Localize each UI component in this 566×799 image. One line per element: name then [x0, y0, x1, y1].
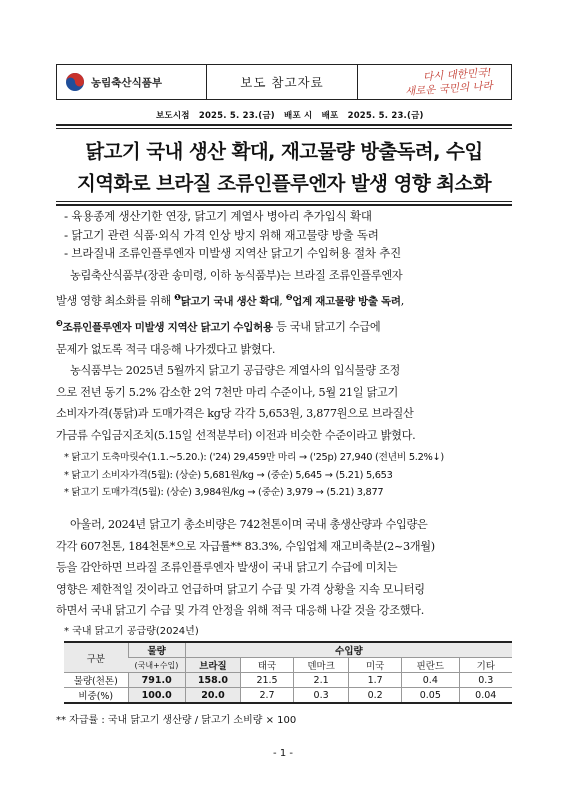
cell-value: 0.04	[459, 688, 512, 704]
paragraph-line: 문제가 없도록 적극 대응해 나가겠다고 밝혔다.	[56, 342, 276, 356]
note-item: * 닭고기 도축마릿수(1.1.~5.20.): ('24) 29,459만 마리 → ('25p) 27,940 (전년비 5.2%↓)	[64, 452, 444, 463]
table-row	[64, 673, 512, 688]
emphasis-3: 조류인플루엔자 미발생 지역산 닭고기 수입허용	[62, 321, 273, 334]
marker-3: ❸	[56, 318, 63, 328]
cell-value: 0.3	[294, 688, 349, 704]
table-row	[64, 688, 512, 704]
text-span: 발생 영향 최소화를 위해	[56, 294, 175, 308]
subtitle-item: - 닭고기 관련 식품·외식 가격 인상 방지 위해 재고물량 방출 독려	[64, 227, 379, 242]
row-label: 물량(천톤)	[64, 673, 128, 688]
subtitle-list	[64, 207, 514, 263]
ministry-name: 농림축산식품부	[91, 76, 163, 89]
cell-value: 0.2	[349, 688, 402, 704]
slogan	[358, 65, 511, 99]
release-after: 배포 시	[284, 111, 313, 121]
table-caption: * 국내 닭고기 공급량(2024년)	[64, 626, 199, 637]
paragraph-3	[56, 514, 514, 622]
paragraph-line: 아울러, 2024년 닭고기 총소비량은 742천톤이며 국내 총생산량과 수입량은	[70, 518, 428, 531]
cell-value: 0.4	[402, 673, 459, 688]
paragraph-line: 으로 전년 동기 5.2% 감소한 2억 7천만 마리 수준이나, 5월 21일 닭고기	[56, 385, 399, 399]
header-country: 미국	[349, 658, 402, 673]
header-supply: 물량	[128, 642, 185, 658]
header-import: 수입량	[185, 642, 512, 658]
header-country: 핀란드	[402, 658, 459, 673]
separator: ,	[279, 294, 286, 308]
paragraph-line	[56, 287, 514, 313]
paragraph-line: 각각 607천톤, 184천톤*으로 자급률** 83.3%, 수입업체 재고비축분(2~3개월)	[56, 539, 435, 553]
page-title-line-1: 닭고기 국내 생산 확대, 재고물량 방출독려, 수입	[85, 140, 483, 163]
header-category: 구분	[64, 642, 128, 673]
paragraph-line: 영향은 제한적일 것이라고 언급하며 닭고기 수급 및 가격 상황을 지속 모니터링	[56, 582, 425, 596]
paragraph-line: 농식품부는 2025년 5월까지 닭고기 공급량은 계열사의 입식물량 조정	[70, 364, 401, 377]
supply-table	[64, 641, 512, 704]
paragraph-line: 하면서 국내 닭고기 수급 및 가격 안정을 위해 적극 대응해 나갈 것을 강조했다.	[56, 604, 425, 617]
subtitle-item: - 브라질내 조류인플루엔자 미발생 지역산 닭고기 수입허용 절차 추진	[64, 246, 402, 260]
header-brazil: 브라질	[185, 658, 240, 673]
header-box	[56, 64, 512, 100]
paragraph-line	[56, 313, 514, 339]
release-label-2: 배포	[321, 111, 339, 121]
release-timing	[156, 109, 516, 121]
cell-value: 21.5	[241, 673, 294, 688]
marker-1: ❶	[174, 292, 181, 302]
paragraph-1	[56, 265, 514, 360]
emphasis-2: 업계 재고물량 방출 독려	[292, 295, 401, 308]
page-title-line-2: 지역화로 브라질 조류인플루엔자 발생 영향 최소화	[77, 172, 491, 195]
text-span: 등 국내 닭고기 수급에	[272, 320, 381, 334]
paragraph-line: 농림축산식품부(장관 송미령, 이하 농식품부)는 브라질 조류인플루엔자	[70, 269, 403, 282]
paragraph-2	[56, 360, 514, 446]
marker-2: ❷	[285, 292, 293, 302]
cell-value: 2.1	[294, 673, 349, 688]
note-item: * 닭고기 도매가격(5월): (상순) 3,984원/kg → (중순) 3,979 → (5.21) 3,877	[64, 487, 384, 499]
cell-value: 0.05	[402, 688, 459, 704]
ministry-logo	[57, 65, 207, 99]
page-number: - 1 -	[273, 748, 293, 759]
cell-value: 0.3	[459, 673, 512, 688]
doc-type-label: 보도 참고자료	[207, 65, 358, 99]
emphasis-1: 닭고기 국내 생산 확대	[180, 295, 280, 308]
header-supply-sub: (국내+수입)	[128, 658, 185, 673]
note-item: * 닭고기 소비자가격(5월): (상순) 5,681원/kg → (중순) 5,645 → (5.21) 5,653	[64, 469, 393, 481]
paragraph-line: 소비자가격(통닭)과 도매가격은 kg당 각각 5,653원, 3,877원으로 브라질산	[56, 407, 414, 420]
cell-supply: 100.0	[128, 688, 185, 704]
subtitle-item: - 육용종계 생산기한 연장, 닭고기 계열사 병아리 추가입식 확대	[64, 209, 372, 223]
header-country: 기타	[459, 658, 512, 673]
cell-value: 1.7	[349, 673, 402, 688]
title-box	[56, 124, 512, 206]
header-country: 덴마크	[294, 658, 349, 673]
price-notes	[64, 449, 514, 502]
header-country: 태국	[241, 658, 294, 673]
separator: ,	[400, 294, 405, 308]
slogan-line-2: 새로운 국민의 나라	[404, 79, 494, 99]
cell-value: 2.7	[241, 688, 294, 704]
cell-brazil: 20.0	[185, 688, 240, 704]
cell-brazil: 158.0	[185, 673, 240, 688]
footnote: ** 자급률 : 국내 닭고기 생산량 / 닭고기 소비량 × 100	[56, 715, 297, 726]
release-date-2: 2025. 5. 23.(금)	[347, 111, 424, 121]
slogan-line-1: 다시 대한민국!	[422, 66, 492, 84]
paragraph-line: 가금류 수입금지조치(5.15일 선적분부터) 이전과 비슷한 수준이라고 밝혔다.	[56, 428, 416, 442]
paragraph-line: 등을 감안하면 브라질 조류인플루엔자 발생이 국내 닭고기 수급에 미치는	[56, 561, 398, 574]
release-label: 보도시점	[156, 111, 190, 121]
taegeuk-emblem-icon	[65, 72, 85, 92]
row-label: 비중(%)	[64, 688, 128, 704]
release-date-1: 2025. 5. 23.(금)	[198, 111, 275, 121]
cell-supply: 791.0	[128, 673, 185, 688]
